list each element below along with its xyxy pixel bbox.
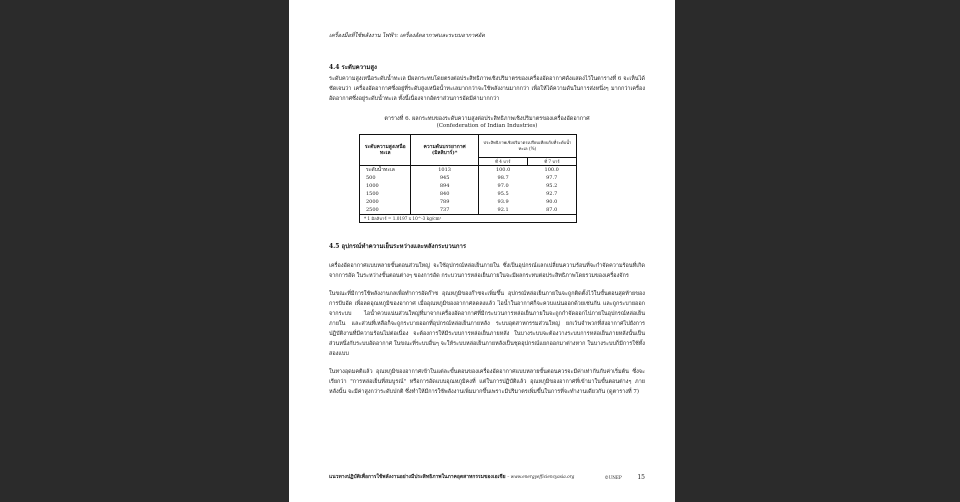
paragraph: ในขณะที่มีการใช้พลังงานกลเพื่อทำการอัดก๊าซ อุณหภูมิของก๊าซจะเพิ่มขึ้น อุปกรณ์หล่อเย็นภายในจะถูกติดตั้งไว้ในขั้นตอนสุดท้ายของการบีบอัด เพื่อลดอุณหภูมิของอากาศ เมื่ออุณหภูมิของอากาศลดลงแล้ว ไอน้ำในอากาศก็จะควบแน่นออกด้วยเช่นกัน และถูกระบายออกจากระบบ ไอน้ำควบแน่นส่วนใหญ่ที่มาจากเครื่องอัดอากาศที่มีกระบวนการหล่อเย็นภายในจะถูกกำจัดออกไปภายในอุปกรณ์หล่อเย็นภายใน และส่วนที่เหลือก็จะถูกระบายออกที่อุปกรณ์หล่อเย็นภายหลัง ระบบอุตสาหกรรมส่วนใหญ่ ยกเว้นจำพวกที่ส่งอากาศไปยังการปฏิบัติงานที่มีความร้อนไม่ต่อเนื่อง จะต้องการให้มีระบบการหล่อเย็นภายหลัง ในบางระบบจะต้องวางระบบการหล่อเย็นภายหลังนั้นเป็นส่วนหนึ่งกับระบบอัดอากาศ ในขณะที่ระบบอื่นๆ จะให้ระบบหล่อเย็นภายหลังเป็นชุดอุปกรณ์แยกออกมาต่างหาก ในบางระบบก็มีการใช้ทั้งสองแบบ [329, 291, 645, 357]
table-cell: 92.7 [546, 191, 558, 197]
table-caption-source: (Confederation of Indian Industries) [436, 123, 538, 129]
table-cell: 98.7 [497, 175, 509, 181]
table-cell: 90.0 [546, 199, 558, 205]
table-row [360, 190, 577, 198]
paragraph: ระดับความสูงเหนือระดับน้ำทะเล มีผลกระทบโดยตรงต่อประสิทธิภาพเชิงปริมาตรของเครื่องอัดอากาศดังแสดงไว้ในตารางที่ 6 จะเห็นได้ชัดเจนว่า เครื่องอัดอากาศซึ่งอยู่ที่ระดับสูงเหนือน้ำทะเลมากกว่าจะใช้พลังงานมากกว่า เพื่อให้ได้ความดันในการส่งหนึ่งๆ มากกว่าเครื่องอัดอากาศซึ่งอยู่ระดับน้ำทะเล ทั้งนี้เนื่องจากอัตราส่วนการอัดมีค่ามากกว่า [329, 76, 645, 102]
table-cell: 92.1 [497, 207, 509, 213]
table-cell: 1000 [360, 182, 411, 190]
table-cell: 1500 [360, 190, 411, 198]
table-cell: 945 [411, 174, 478, 182]
section-heading: 4.5 อุปกรณ์ทำความเย็นระหว่างและหลังกระบวนการ [329, 243, 467, 250]
table-cell: 840 [411, 190, 478, 198]
table-row [360, 198, 577, 206]
table-row [360, 174, 577, 182]
table-row [360, 166, 577, 175]
altitude-table [359, 134, 577, 223]
table-cell: 500 [360, 174, 411, 182]
table-cell: 100.0 [495, 167, 511, 173]
section-4-4 [329, 62, 645, 104]
table-caption: ตารางที่ 6. ผลกระทบของระดับความสูงต่อประสิทธิภาพเชิงปริมาตรของเครื่องอัดอากาศ [384, 116, 590, 122]
table-cell: 789 [411, 198, 478, 206]
table-cell: 93.9 [497, 199, 509, 205]
paragraph: ในทางอุดมคติแล้ว อุณหภูมิของอากาศเข้าในแต่ละขั้นตอนของเครื่องอัดอากาศแบบหลายขั้นตอนควรจะมีค่าเท่ากันกับค่าเริ่มต้น ซึ่งจะเรียกว่า "การหล่อเย็นที่สมบูรณ์" หรือการอัดแบบอุณหภูมิคงที่ แต่ในการปฏิบัติแล้ว อุณหภูมิของอากาศที่เข้ามาในขั้นตอนต่างๆ ภายหลังนั้น จะมีค่าสูงกว่าระดับปกติ ซึ่งทำให้มีการใช้พลังงานเพิ่มมากขึ้นเพราะมีปริมาตรเพิ่มขึ้นในการที่จะทำงานเดียวกัน (ดูตารางที่ 7) [329, 369, 645, 395]
table-cell: 1013 [411, 166, 478, 175]
table-row [360, 206, 577, 215]
table-cell: 97.7 [546, 175, 558, 181]
paragraph: เครื่องอัดอากาศแบบหลายขั้นตอนส่วนใหญ่ จะใช้อุปกรณ์หล่อเย็นภายใน ซึ่งเป็นอุปกรณ์แลกเปลี่ยนความร้อนที่จะกำจัดความร้อนที่เกิดจากการอัด ในระหว่างขั้นตอนต่างๆ ของการอัด กระบวนการหล่อเย็นภายในจะมีผลกระทบต่อประสิทธิภาพโดยรวมของเครื่องจักร [329, 263, 645, 279]
table-header: ความดันบรรยากาศ (มิลลิบาร์)* [411, 135, 478, 166]
footer-org: ©UNEP [604, 474, 622, 480]
table-header: ประสิทธิภาพเชิงปริมาตรเปรียบเทียบกับที่ระดับน้ำทะเล (%) [478, 135, 576, 158]
page-number: 15 [637, 473, 645, 481]
table-cell: 97.0 [497, 183, 509, 189]
table-cell: ระดับน้ำทะเล [360, 166, 411, 175]
table-cell: 2500 [360, 206, 411, 215]
page-footer [329, 473, 645, 481]
document-page [289, 0, 675, 502]
section-heading: 4.4 ระดับความสูง [329, 64, 377, 71]
footer-source: – www.energyefficiencyasia.org [507, 474, 575, 479]
table-subheader: ที่ 4 บาร์ [478, 158, 527, 166]
table-cell: 2000 [360, 198, 411, 206]
table-cell: 100.0 [544, 167, 559, 173]
table-subheader: ที่ 7 บาร์ [527, 158, 576, 166]
footer-title: แนวทางปฏิบัติเพื่อการใช้พลังงานอย่างมีประสิทธิภาพในภาคอุตสาหกรรมของเอเชีย [329, 474, 506, 480]
table-cell: 894 [411, 182, 478, 190]
table-cell: 95.2 [546, 183, 558, 189]
table-cell: 95.5 [497, 191, 509, 197]
running-header: เครื่องมือที่ใช้พลังงาน ไฟฟ้า: เครื่องอัดอากาศและระบบอากาศอัด [329, 33, 485, 39]
table-cell: 737 [411, 206, 478, 215]
table-row [360, 182, 577, 190]
table-footnote: * 1 มิลลิบาร์ = 1.0197 x 10^-3 kg/cm² [360, 215, 577, 223]
section-4-5 [329, 241, 645, 397]
table-header: ระดับความสูงเหนือทะเล [360, 135, 411, 166]
table-cell: 87.0 [546, 207, 558, 213]
